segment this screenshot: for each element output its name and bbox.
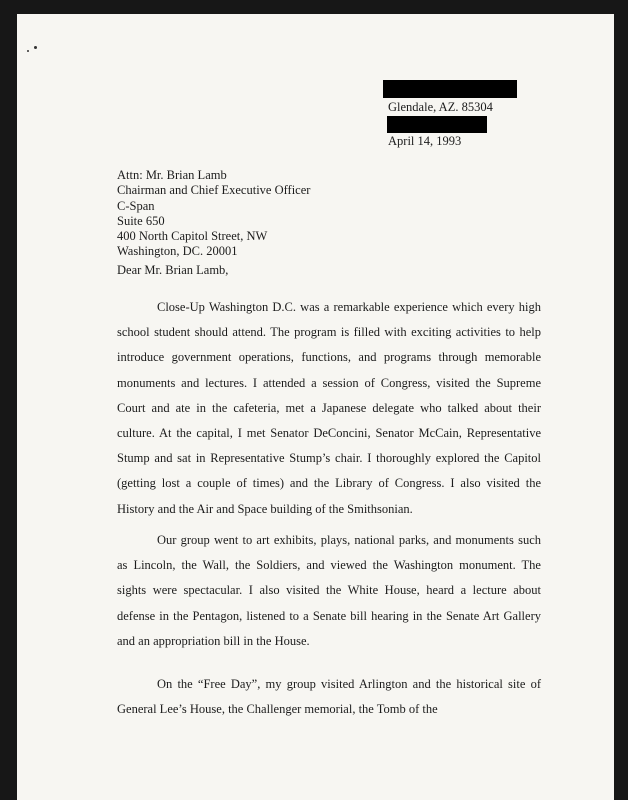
redacted-name-bar	[383, 80, 517, 98]
speck-mark	[34, 46, 37, 49]
sender-city: Glendale, AZ. 85304	[388, 100, 493, 114]
letter-date: April 14, 1993	[388, 134, 462, 148]
salutation: Dear Mr. Brian Lamb,	[117, 263, 229, 277]
letter-page	[17, 14, 614, 800]
recipient-company: C-Span	[117, 198, 155, 213]
speck-mark	[27, 50, 29, 52]
redacted-phone-bar	[387, 116, 487, 133]
recipient-suite: Suite 650	[117, 213, 165, 228]
paragraph-2: Our group went to art exhibits, plays, national parks, and monuments such as Lincoln, the Wall, the Soldiers, and viewed the Washington monument. The sights were spectacular. I also visited the White House, heard a lecture about defense in the Pentagon, listened to a Senate bill hearing in the Senate Art Gallery and an appropriation bill in the House.	[117, 533, 541, 648]
recipient-city: Washington, DC. 20001	[117, 244, 238, 259]
recipient-address	[117, 168, 310, 260]
paragraph-3: On the “Free Day”, my group visited Arlington and the historical site of General Lee’s House, the Challenger memorial, the Tomb of the	[117, 677, 541, 717]
paragraph-1: Close-Up Washington D.C. was a remarkable experience which every high school student should attend. The program is filled with exciting activities to help introduce government operations, functions, and programs through memorable monuments and lectures. I attended a session of Congress, visited the Supreme Court and ate in the cafeteria, met a Japanese delegate who talked about their culture. At the capital, I met Senator DeConcini, Senator McCain, Representative Stump and sat in Representative Stump’s chair. I thoroughly explored the Capitol (getting lost a couple of times) and the Library of Congress. I also visited the History and the Air and Space building of the Smithsonian.	[117, 300, 541, 516]
recipient-street: 400 North Capitol Street, NW	[117, 229, 268, 244]
recipient-title: Chairman and Chief Executive Officer	[117, 183, 311, 198]
recipient-attn: Attn: Mr. Brian Lamb	[117, 168, 227, 182]
